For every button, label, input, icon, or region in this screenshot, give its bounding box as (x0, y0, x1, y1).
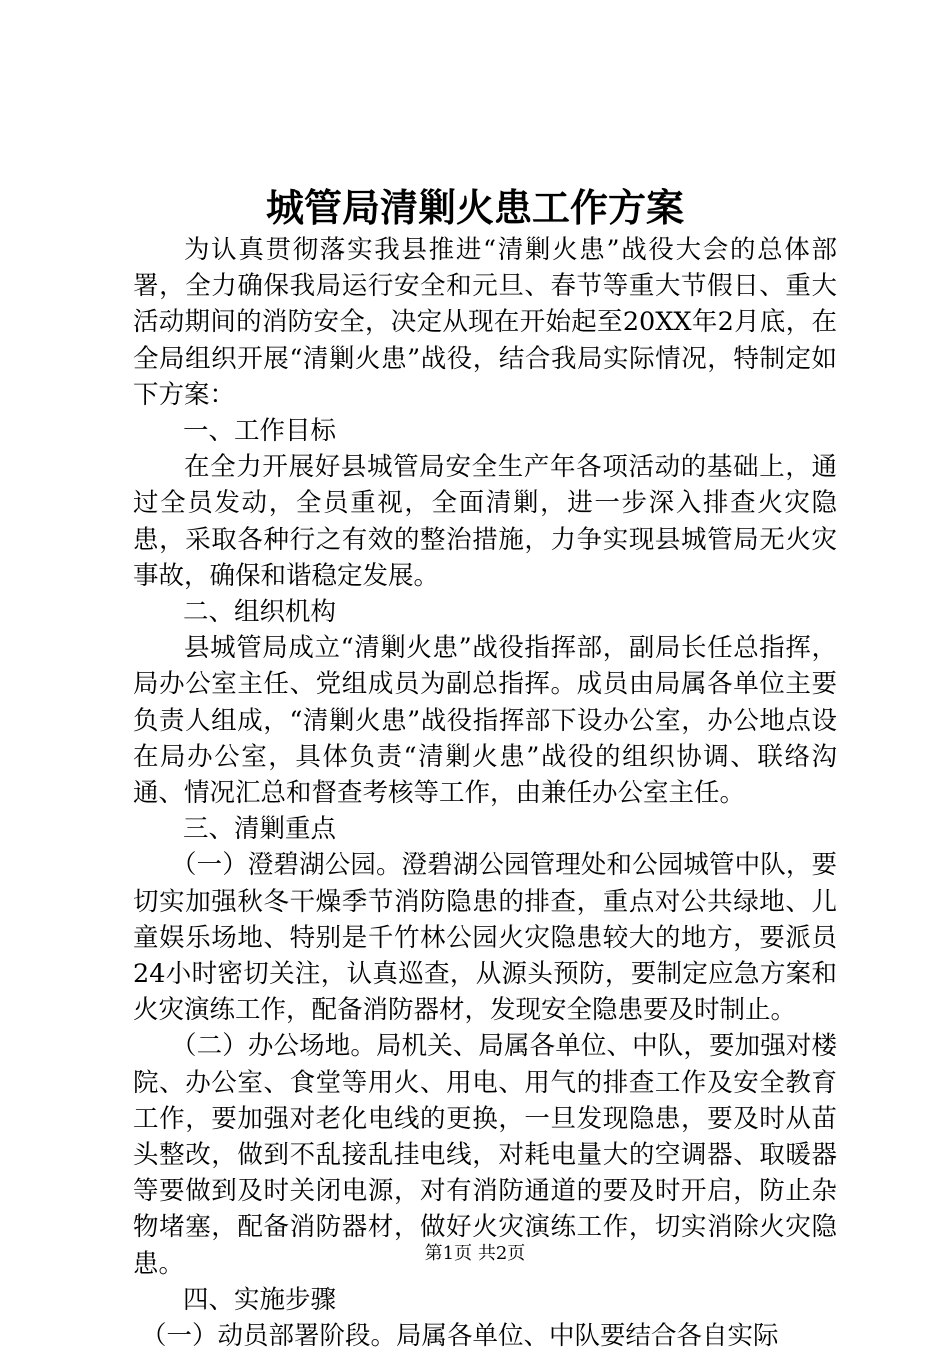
section-heading-focus: 三、清剿重点 (183, 814, 337, 845)
section-heading-steps: 四、实施步骤 (183, 1284, 337, 1315)
section-heading-organization: 二、组织机构 (183, 597, 337, 628)
focus-item-office: （二）办公场地。局机关、局属各单位、中队，要加强对楼院、办公室、食堂等用火、用电、用气的排查工作及安全教育工作，要加强对老化电线的更换，一旦发现隐患，要及时从苗头整改，做到不乱接乱挂电线，对耗电量大的空调器、取暖器等要做到及时关闭电源，对有消防通道的要及时开启，防止杂物堵塞，配备消防器材，做好火灾演练工作，切实消除火灾隐患。 (133, 1031, 837, 1279)
intro-paragraph: 为认真贯彻落实我县推进“清剿火患”战役大会的总体部署，全力确保我局运行安全和元旦、春节等重大节假日、重大活动期间的消防安全，决定从现在开始起至20XX年2月底，在全局组织开展“清剿火患”战役，结合我局实际情况，特制定如下方案： (133, 235, 837, 410)
focus-item-park: （一）澄碧湖公园。澄碧湖公园管理处和公园城管中队，要切实加强秋冬干燥季节消防隐患的排查，重点对公共绿地、儿童娱乐场地、特别是千竹林公园火灾隐患较大的地方，要派员24小时密切关注，认真巡查，从源头预防，要制定应急方案和火灾演练工作，配备消防器材，发现安全隐患要及时制止。 (133, 850, 837, 1026)
page-footer: 第1页 共2页 (424, 1243, 526, 1264)
organization-paragraph: 县城管局成立“清剿火患”战役指挥部，副局长任总指挥，局办公室主任、党组成员为副总指挥。成员由局属各单位主要负责人组成，“清剿火患”战役指挥部下设办公室，办公地点设在局办公室，具体负责“清剿火患”战役的组织协调、联络沟通、情况汇总和督查考核等工作，由兼任办公室主任。 (133, 633, 837, 809)
goals-paragraph: 在全力开展好县城管局安全生产年各项活动的基础上，通过全员发动，全员重视，全面清剿，进一步深入排查火灾隐患，采取各种行之有效的整治措施，力争实现县城管局无火灾事故，确保和谐稳定发展。 (133, 452, 837, 591)
document-body (133, 232, 837, 1354)
steps-item-mobilization: （一）动员部署阶段。局属各单位、中队要结合各自实际 (141, 1321, 779, 1352)
document-title: 城管局清剿火患工作方案 (265, 185, 684, 230)
section-heading-goals: 一、工作目标 (183, 416, 337, 447)
